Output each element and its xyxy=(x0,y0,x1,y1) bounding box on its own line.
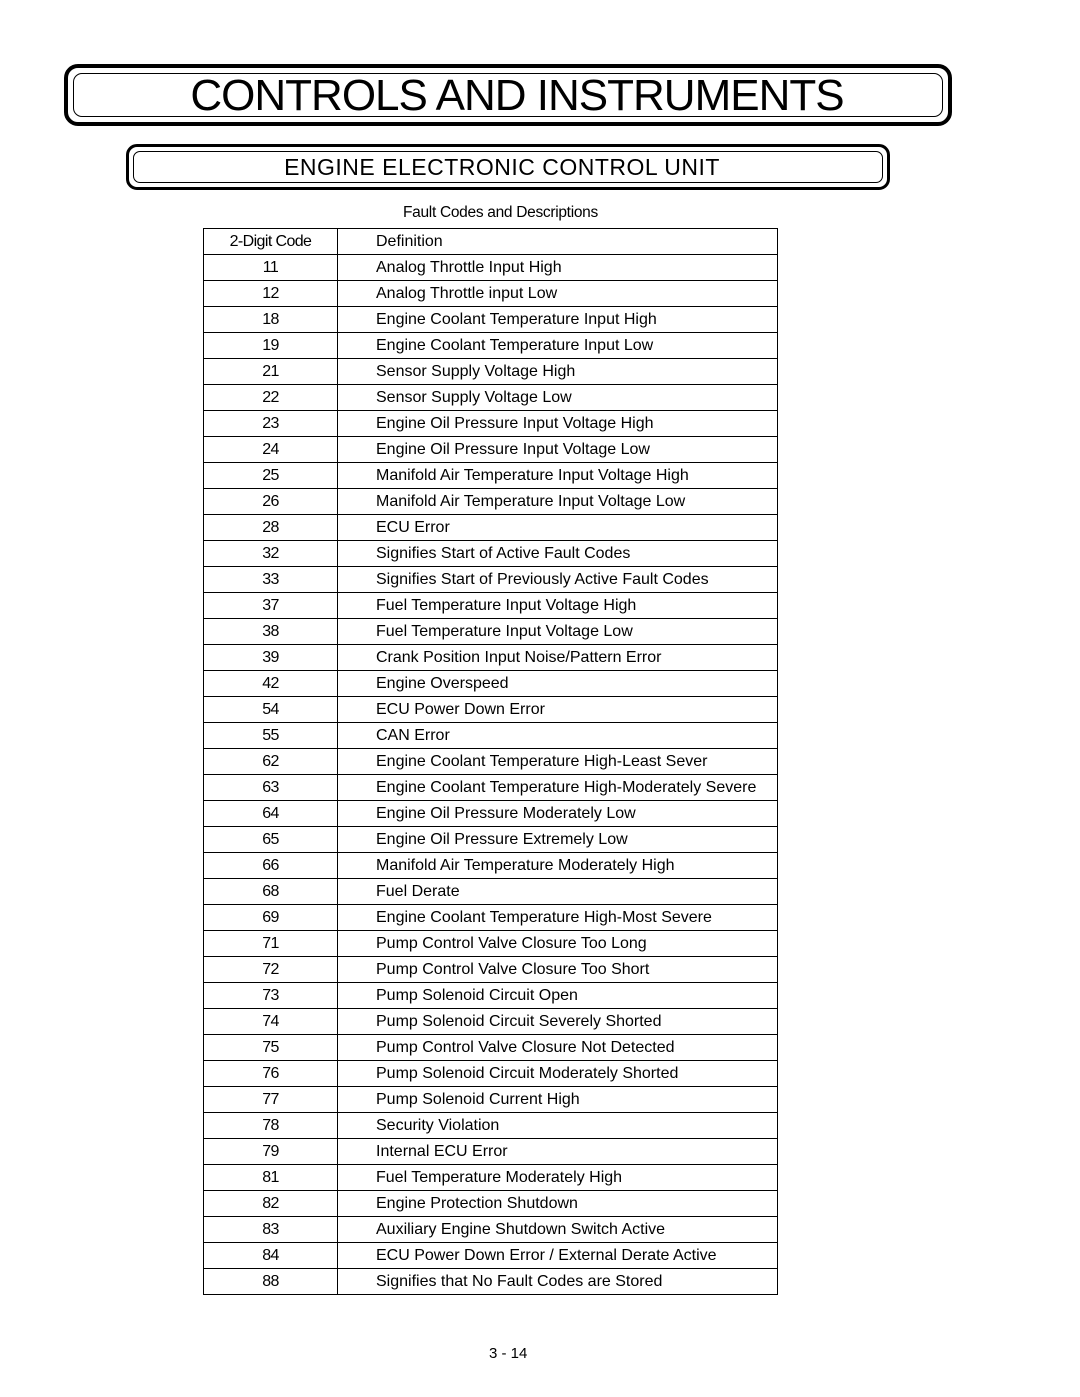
fault-code-cell: 33 xyxy=(204,567,338,593)
table-row xyxy=(204,593,778,619)
table-row xyxy=(204,827,778,853)
page-number: 3 - 14 xyxy=(489,1345,528,1362)
table-row xyxy=(204,359,778,385)
section-title: ENGINE ELECTRONIC CONTROL UNIT xyxy=(284,153,720,180)
table-row xyxy=(204,905,778,931)
fault-definition-cell: Sensor Supply Voltage High xyxy=(338,359,778,385)
fault-definition-cell: Pump Solenoid Circuit Open xyxy=(338,983,778,1009)
fault-code-cell: 21 xyxy=(204,359,338,385)
fault-code-cell: 74 xyxy=(204,1009,338,1035)
table-caption: Fault Codes and Descriptions xyxy=(403,204,598,221)
fault-code-cell: 73 xyxy=(204,983,338,1009)
fault-code-cell: 11 xyxy=(204,255,338,281)
fault-definition-cell: Analog Throttle Input High xyxy=(338,255,778,281)
table-row xyxy=(204,1061,778,1087)
fault-definition-cell: Engine Coolant Temperature High-Least Sever xyxy=(338,749,778,775)
fault-code-cell: 77 xyxy=(204,1087,338,1113)
table-row xyxy=(204,1165,778,1191)
table-row xyxy=(204,671,778,697)
fault-code-cell: 75 xyxy=(204,1035,338,1061)
fault-definition-cell: Internal ECU Error xyxy=(338,1139,778,1165)
fault-code-cell: 42 xyxy=(204,671,338,697)
fault-definition-cell: Engine Oil Pressure Input Voltage Low xyxy=(338,437,778,463)
fault-code-cell: 32 xyxy=(204,541,338,567)
fault-code-cell: 72 xyxy=(204,957,338,983)
fault-code-cell: 25 xyxy=(204,463,338,489)
fault-code-cell: 88 xyxy=(204,1269,338,1295)
table-row xyxy=(204,1243,778,1269)
table-row xyxy=(204,775,778,801)
table-row xyxy=(204,749,778,775)
fault-code-cell: 38 xyxy=(204,619,338,645)
fault-definition-cell: Crank Position Input Noise/Pattern Error xyxy=(338,645,778,671)
fault-definition-cell: Engine Protection Shutdown xyxy=(338,1191,778,1217)
fault-definition-cell: Engine Coolant Temperature Input Low xyxy=(338,333,778,359)
table-row xyxy=(204,437,778,463)
fault-code-cell: 24 xyxy=(204,437,338,463)
table-row xyxy=(204,1113,778,1139)
header-code: 2-Digit Code xyxy=(204,229,338,255)
fault-definition-cell: Pump Control Valve Closure Too Short xyxy=(338,957,778,983)
table-row xyxy=(204,931,778,957)
table-row xyxy=(204,255,778,281)
fault-code-cell: 63 xyxy=(204,775,338,801)
table-row xyxy=(204,957,778,983)
fault-definition-cell: Fuel Temperature Input Voltage High xyxy=(338,593,778,619)
table-row xyxy=(204,333,778,359)
table-row xyxy=(204,983,778,1009)
table-row xyxy=(204,1009,778,1035)
fault-code-cell: 18 xyxy=(204,307,338,333)
fault-definition-cell: Engine Oil Pressure Extremely Low xyxy=(338,827,778,853)
fault-code-cell: 28 xyxy=(204,515,338,541)
fault-code-cell: 78 xyxy=(204,1113,338,1139)
fault-definition-cell: Engine Overspeed xyxy=(338,671,778,697)
fault-definition-cell: Engine Coolant Temperature Input High xyxy=(338,307,778,333)
fault-definition-cell: Auxiliary Engine Shutdown Switch Active xyxy=(338,1217,778,1243)
fault-code-cell: 19 xyxy=(204,333,338,359)
fault-definition-cell: CAN Error xyxy=(338,723,778,749)
fault-code-cell: 23 xyxy=(204,411,338,437)
fault-code-cell: 76 xyxy=(204,1061,338,1087)
fault-code-cell: 39 xyxy=(204,645,338,671)
table-row xyxy=(204,645,778,671)
fault-definition-cell: Pump Control Valve Closure Too Long xyxy=(338,931,778,957)
fault-definition-cell: Sensor Supply Voltage Low xyxy=(338,385,778,411)
table-row xyxy=(204,1139,778,1165)
table-row xyxy=(204,879,778,905)
table-row xyxy=(204,619,778,645)
table-row xyxy=(204,515,778,541)
fault-code-cell: 79 xyxy=(204,1139,338,1165)
fault-code-cell: 83 xyxy=(204,1217,338,1243)
fault-code-cell: 82 xyxy=(204,1191,338,1217)
fault-code-cell: 54 xyxy=(204,697,338,723)
table-row xyxy=(204,697,778,723)
fault-definition-cell: Engine Oil Pressure Moderately Low xyxy=(338,801,778,827)
fault-code-cell: 37 xyxy=(204,593,338,619)
header-definition: Definition xyxy=(338,229,778,255)
fault-definition-cell: Pump Solenoid Current High xyxy=(338,1087,778,1113)
fault-definition-cell: Manifold Air Temperature Input Voltage Low xyxy=(338,489,778,515)
fault-definition-cell: Pump Solenoid Circuit Severely Shorted xyxy=(338,1009,778,1035)
fault-definition-cell: Engine Oil Pressure Input Voltage High xyxy=(338,411,778,437)
fault-definition-cell: ECU Power Down Error xyxy=(338,697,778,723)
fault-definition-cell: Fuel Temperature Input Voltage Low xyxy=(338,619,778,645)
fault-code-cell: 55 xyxy=(204,723,338,749)
fault-code-cell: 68 xyxy=(204,879,338,905)
table-row xyxy=(204,463,778,489)
fault-definition-cell: Analog Throttle input Low xyxy=(338,281,778,307)
fault-code-cell: 69 xyxy=(204,905,338,931)
table-row xyxy=(204,1269,778,1295)
fault-definition-cell: Pump Control Valve Closure Not Detected xyxy=(338,1035,778,1061)
fault-definition-cell: Manifold Air Temperature Moderately High xyxy=(338,853,778,879)
fault-definition-cell: ECU Power Down Error / External Derate Active xyxy=(338,1243,778,1269)
fault-definition-cell: Engine Coolant Temperature High-Most Severe xyxy=(338,905,778,931)
page-title: CONTROLS AND INSTRUMENTS xyxy=(190,71,844,120)
fault-code-cell: 81 xyxy=(204,1165,338,1191)
table-row xyxy=(204,1217,778,1243)
table-row xyxy=(204,307,778,333)
fault-code-cell: 66 xyxy=(204,853,338,879)
fault-definition-cell: Security Violation xyxy=(338,1113,778,1139)
fault-code-cell: 62 xyxy=(204,749,338,775)
table-row xyxy=(204,567,778,593)
fault-code-cell: 84 xyxy=(204,1243,338,1269)
fault-definition-cell: Signifies Start of Previously Active Fault Codes xyxy=(338,567,778,593)
fault-definition-cell: Pump Solenoid Circuit Moderately Shorted xyxy=(338,1061,778,1087)
fault-code-cell: 65 xyxy=(204,827,338,853)
fault-definition-cell: ECU Error xyxy=(338,515,778,541)
fault-code-cell: 64 xyxy=(204,801,338,827)
fault-definition-cell: Engine Coolant Temperature High-Moderately Severe xyxy=(338,775,778,801)
table-row xyxy=(204,489,778,515)
page-title-banner xyxy=(64,64,952,126)
table-row xyxy=(204,801,778,827)
fault-definition-cell: Fuel Temperature Moderately High xyxy=(338,1165,778,1191)
fault-definition-cell: Fuel Derate xyxy=(338,879,778,905)
fault-definition-cell: Signifies Start of Active Fault Codes xyxy=(338,541,778,567)
table-row xyxy=(204,723,778,749)
fault-codes-table xyxy=(203,228,778,1295)
table-row xyxy=(204,411,778,437)
table-row xyxy=(204,541,778,567)
table-header-row xyxy=(204,229,778,255)
fault-definition-cell: Signifies that No Fault Codes are Stored xyxy=(338,1269,778,1295)
fault-code-cell: 12 xyxy=(204,281,338,307)
table-row xyxy=(204,853,778,879)
table-row xyxy=(204,1035,778,1061)
table-row xyxy=(204,385,778,411)
fault-code-cell: 26 xyxy=(204,489,338,515)
fault-code-cell: 22 xyxy=(204,385,338,411)
section-title-banner xyxy=(126,144,890,190)
table-row xyxy=(204,281,778,307)
fault-definition-cell: Manifold Air Temperature Input Voltage High xyxy=(338,463,778,489)
table-row xyxy=(204,1087,778,1113)
table-row xyxy=(204,1191,778,1217)
fault-code-cell: 71 xyxy=(204,931,338,957)
